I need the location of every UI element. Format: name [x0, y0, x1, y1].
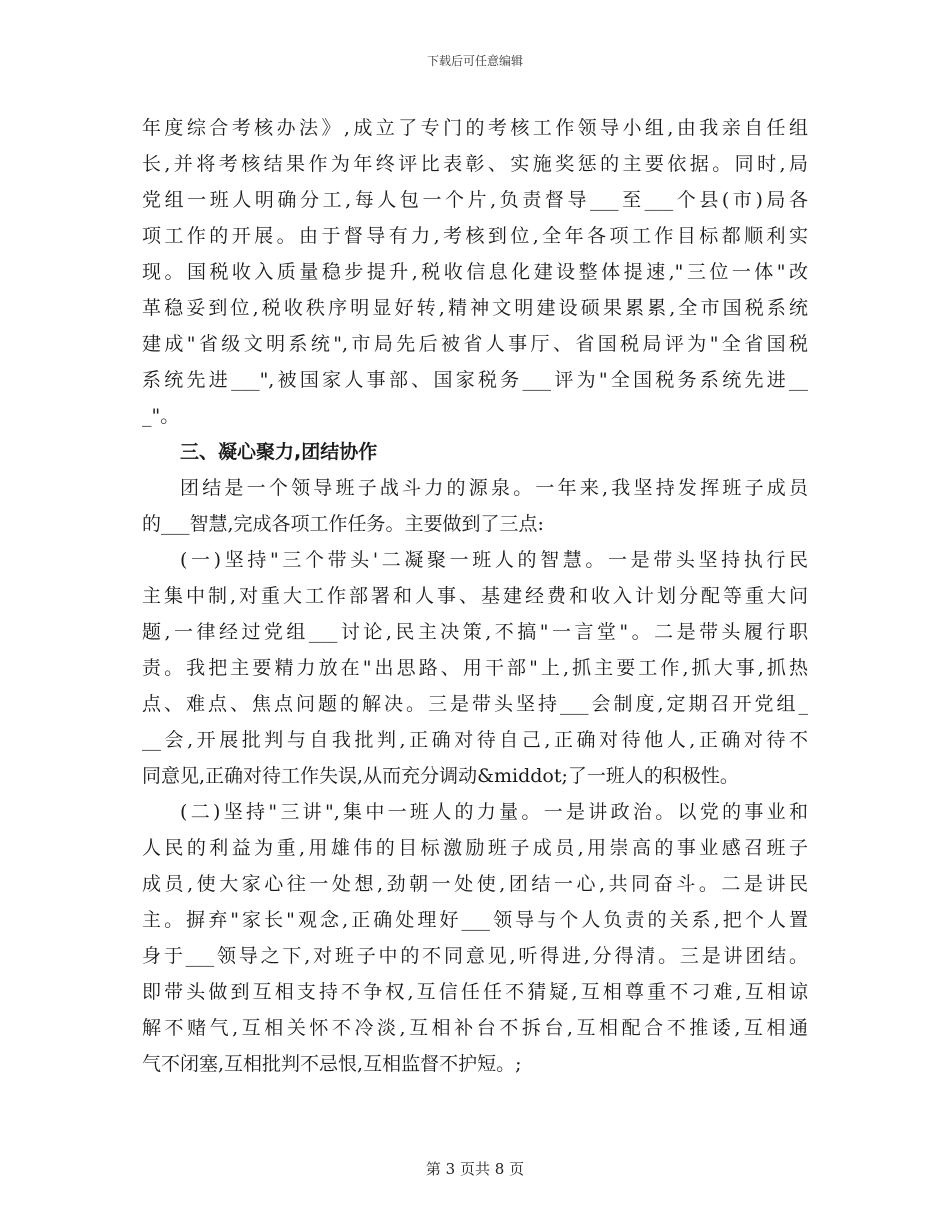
- text-line: 主集中制,对重大工作部署和人事、基建经费和收入计划分配等重大问: [142, 585, 808, 607]
- section-heading: 三、凝心聚力,团结协作: [180, 441, 378, 463]
- document-body: [142, 110, 808, 1082]
- text-line: 点、难点、焦点问题的解决。三是带头坚持___会制度,定期召开党组_: [142, 693, 808, 715]
- paragraph-three-leads: [142, 542, 808, 794]
- text-line: 年度综合考核办法》,成立了专门的考核工作领导小组,由我亲自任组: [142, 117, 808, 139]
- text-line: __会,开展批判与自我批判,正确对待自己,正确对待他人,正确对待不: [142, 729, 808, 751]
- text-line: 现。国税收入质量稳步提升,税收信息化建设整体提速,"三位一体"改: [142, 261, 808, 283]
- text-line: 同意见,正确对待工作失误,从而充分调动&middot;了一班人的积极性。: [142, 765, 739, 787]
- text-line: 责。我把主要精力放在"出思路、用干部"上,抓主要工作,抓大事,抓热: [142, 657, 808, 679]
- text-line: 人民的利益为重,用雄伟的目标激励班子成员,用崇高的事业感召班子: [142, 837, 808, 859]
- text-line: 即带头做到互相支持不争权,互信任任不猜疑,互相尊重不刁难,互相谅: [142, 981, 808, 1003]
- text-line: 气不闭塞,互相批判不忌恨,互相监督不护短。;: [142, 1053, 522, 1075]
- text-line: 的___智慧,完成各项工作任务。主要做到了三点:: [142, 513, 544, 535]
- text-line: 革稳妥到位,税收秩序明显好转,精神文明建设硕果累累,全市国税系统: [142, 297, 808, 319]
- text-line: 建成"省级文明系统",市局先后被省人事厅、省国税局评为"全省国税: [142, 333, 808, 355]
- text-line: 项工作的开展。由于督导有力,考核到位,全年各项工作目标都顺利实: [142, 225, 808, 247]
- text-line: 主。摒弃"家长"观念,正确处理好___领导与个人负责的关系,把个人置: [142, 909, 808, 931]
- text-line: 团结是一个领导班子战斗力的源泉。一年来,我坚持发挥班子成员: [180, 477, 808, 499]
- text-line: 长,并将考核结果作为年终评比表彰、实施奖惩的主要依据。同时,局: [142, 153, 808, 175]
- text-line: 系统先进___",被国家人事部、国家税务___评为"全国税务系统先进__: [142, 369, 808, 391]
- text-line: (一)坚持"三个带头'二凝聚一班人的智慧。一是带头坚持执行民: [180, 549, 808, 571]
- text-line: 身于___领导之下,对班子中的不同意见,听得进,分得清。三是讲团结。: [142, 945, 808, 967]
- paragraph-unity-intro: [142, 470, 808, 542]
- text-line: 题,一律经过党组___讨论,民主决策,不搞"一言堂"。二是带头履行职: [142, 621, 808, 643]
- page-header: 下载后可任意编辑: [426, 54, 523, 68]
- text-line: 成员,使大家心往一处想,劲朝一处使,团结一心,共同奋斗。二是讲民: [142, 873, 808, 895]
- text-line: 党组一班人明确分工,每人包一个片,负责督导___至___个县(市)局各: [142, 189, 808, 211]
- text-line: (二)坚持"三讲",集中一班人的力量。一是讲政治。以党的事业和: [180, 801, 808, 823]
- paragraph-three-talks: [142, 794, 808, 1082]
- paragraph-continuation: [142, 110, 808, 434]
- text-line: _"。: [142, 405, 180, 427]
- page-number-footer: 第 3 页共 8 页: [425, 1160, 525, 1178]
- text-line: 解不赌气,互相关怀不冷淡,互相补台不拆台,互相配合不推诿,互相通: [142, 1017, 808, 1039]
